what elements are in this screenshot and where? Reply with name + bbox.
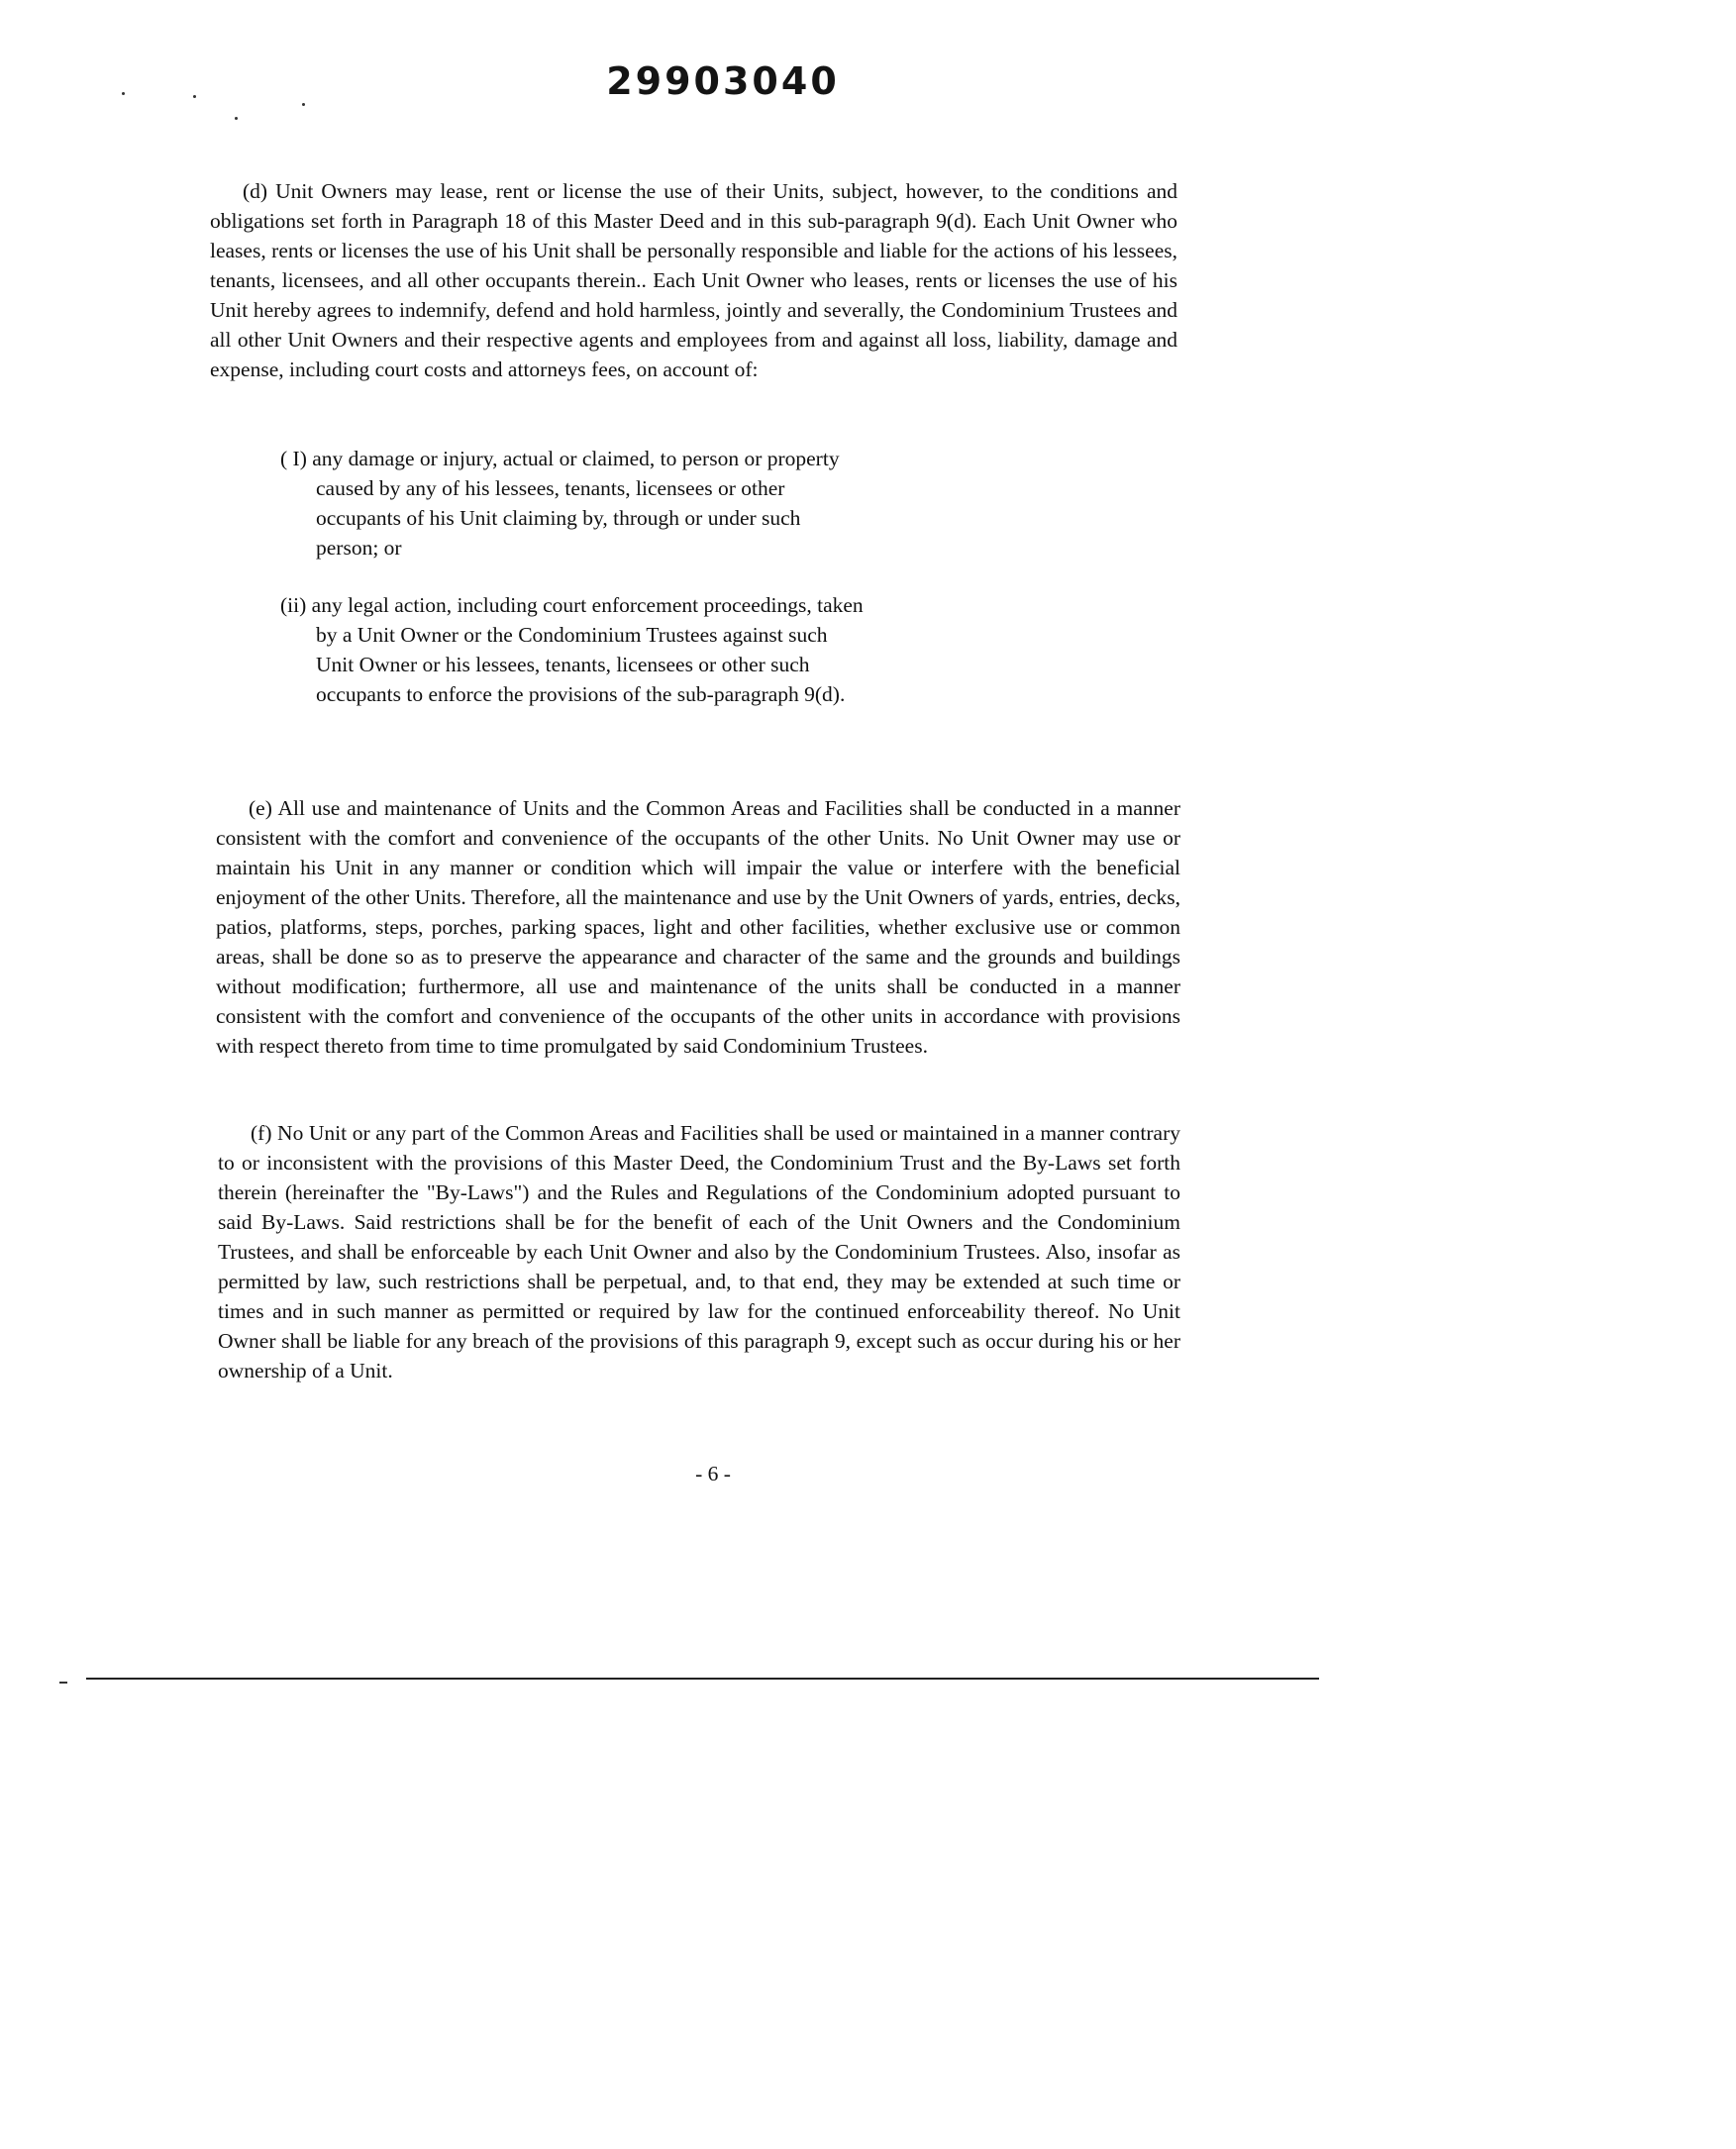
scan-speck: [122, 92, 125, 95]
horizontal-rule: [86, 1678, 1319, 1680]
scan-speck: [235, 117, 238, 120]
scan-speck: [193, 95, 196, 98]
list-item-text: any damage or injury, actual or claimed, to person or property caused by any of his lessees, tenants, licensees or other occupants of his Unit claiming by, through or under such person; or: [312, 447, 840, 560]
list-item-ii: [280, 590, 870, 709]
paragraph-f: (f) No Unit or any part of the Common Areas and Facilities shall be used or maintained in a manner contrary to or inconsistent with the provisions of this Master Deed, the Condominium Trust and the By-Laws set forth therein (hereinafter the "By-Laws") and the Rules and Regulations of the Condominium adopted pursuant to said By-Laws. Said restrictions shall be for the benefit of each of the Unit Owners and the Condominium Trustees, and shall be enforceable by each Unit Owner and also by the Condominium Trustees. Also, insofar as permitted by law, such restrictions shall be perpetual, and, to that end, they may be extended at such time or times and in such manner as permitted or required by law for the continued enforceability thereof. No Unit Owner shall be liable for any breach of the provisions of this paragraph 9, except such as occur during his or her ownership of a Unit.: [218, 1121, 1180, 1382]
paragraph-d: (d) Unit Owners may lease, rent or license the use of their Units, subject, however, to the conditions and obligations set forth in Paragraph 18 of this Master Deed and in this sub-paragraph 9(d). Each Unit Owner who leases, rents or licenses the use of his Unit shall be personally responsible and liable for the actions of his lessees, tenants, licensees, and all other occupants therein.. Each Unit Owner who leases, rents or licenses the use of his Unit hereby agrees to indemnify, defend and hold harmless, jointly and severally, the Condominium Trustees and all other Unit Owners and their respective agents and employees from and against all loss, liability, damage and expense, including court costs and attorneys fees, on account of:: [210, 179, 1177, 381]
book-page-stamp: 29903040: [606, 59, 840, 103]
page-number: - 6 -: [695, 1462, 731, 1485]
list-item-label: ( I): [280, 447, 307, 470]
rule-speck: [59, 1682, 67, 1684]
list-item-i: [280, 444, 851, 563]
list-item-label: (ii): [280, 593, 307, 617]
scan-speck: [302, 103, 305, 106]
list-item-text: any legal action, including court enforcement proceedings, taken by a Unit Owner or the Condominium Trustees against such Unit Owner or his lessees, tenants, licensees or other such occupants to enforce the provisions of the sub-paragraph 9(d).: [311, 593, 864, 706]
paragraph-e: (e) All use and maintenance of Units and the Common Areas and Facilities shall be conducted in a manner consistent with the comfort and convenience of the occupants of the other Units. No Unit Owner may use or maintain his Unit in any manner or condition which will impair the value or interfere with the beneficial enjoyment of the other Units. Therefore, all the maintenance and use by the Unit Owners of yards, entries, decks, patios, platforms, steps, porches, parking spaces, light and other facilities, whether exclusive use or common areas, shall be done so as to preserve the appearance and character of the same and the grounds and buildings without modification; furthermore, all use and maintenance of the units shall be conducted in a manner consistent with the comfort and convenience of the occupants of the other units in accordance with provisions with respect thereto from time to time promulgated by said Condominium Trustees.: [216, 796, 1180, 1058]
